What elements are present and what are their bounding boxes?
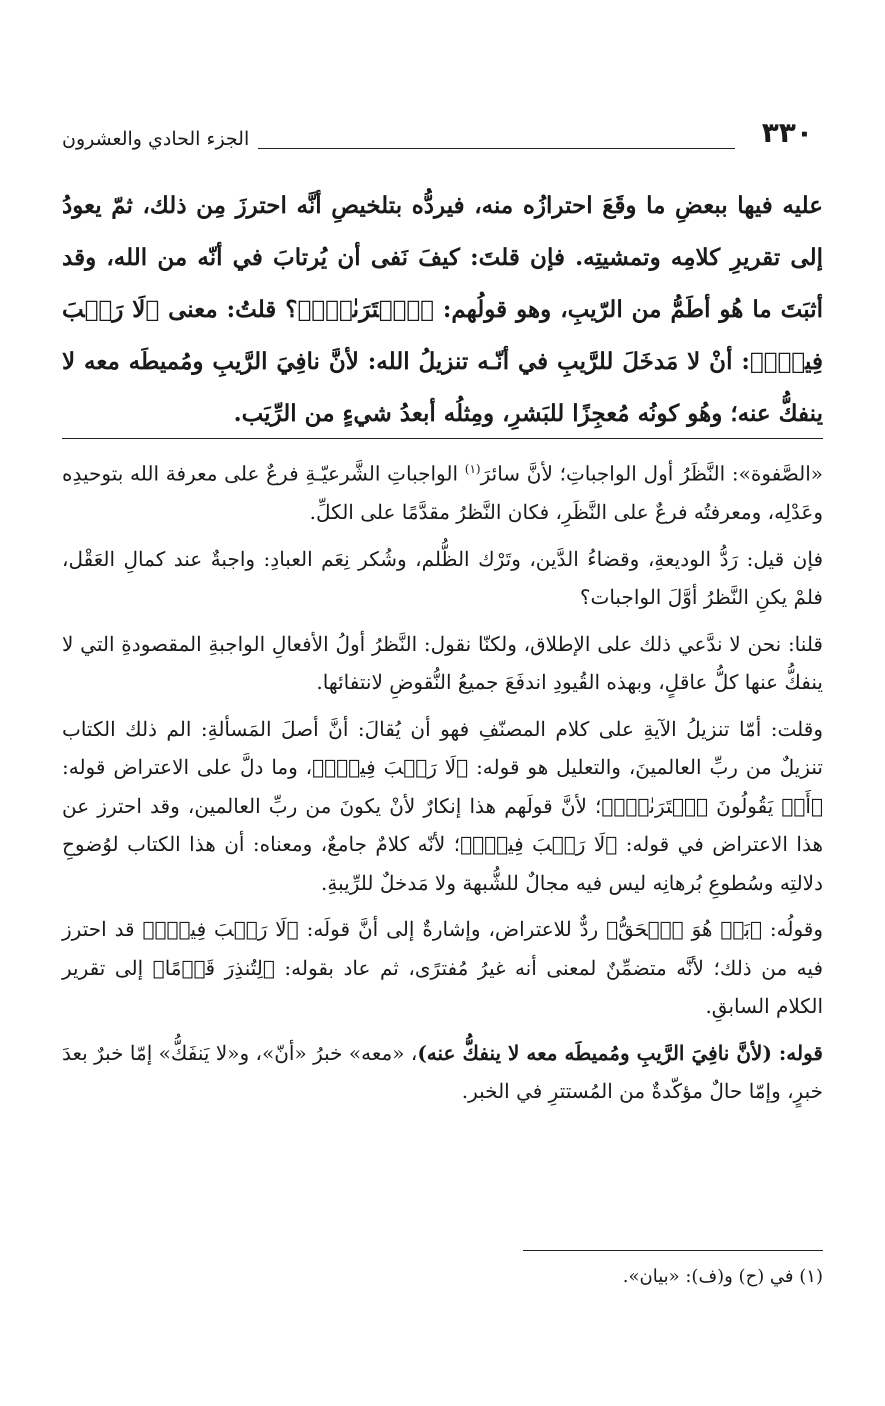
commentary-paragraph-4: وقلت: أمّا تنزيلُ الآيةِ على كلام المصنّفِ فهو أن يُقالَ: أنَّ أصلَ المَسألةِ: الم ذلك الكتاب تنزيلٌ من ربِّ العالمينَ، والتعليل هو قوله: ﴿لَا رَيۡبَ فِيهِۛ﴾، وما دلَّ على الاعتراض قوله: ﴿أَمۡ يَقُولُونَ ٱفۡتَرَىٰهُۚ﴾؛ لأنَّ قولَهم هذا إنكارٌ لأنْ يكونَ من ربِّ العالمين، وقد احترز عن هذا الاعتراض في قوله: ﴿لَا رَيۡبَ فِيهِۛ﴾؛ لأنّه كلامٌ جامعٌ، ومعناه: أن هذا الكتاب لوُضوحِ دلالتِه وسُطوعِ بُرهانِه ليس فيه مجالٌ للشُّبهة ولا مَدخلٌ للرِّيبةِ. [62,716,823,895]
commentary-paragraph-1 [62,450,823,532]
main-commentary-divider [62,438,823,439]
page-header [62,108,813,168]
main-text [62,180,823,440]
footnote-1: (١) في (ح) و(ف): «بيان». [622,1266,823,1287]
footnote-marker-1: (١) [464,462,481,476]
commentary-p1-text-a: «الصَّفوة»: النَّظَرُ أول الواجباتِ؛ لأنَّ سائرَ [480,461,823,486]
running-title: الجزء الحادي والعشرون [62,128,250,150]
footnote-rule [523,1250,823,1251]
footnotes [62,1262,823,1292]
commentary-paragraph-2: فإن قيل: رَدُّ الوديعةِ، وقضاءُ الدَّين، وتَرْك الظُّلم، وشُكر نِعَم العبادِ: واجبةٌ عند كمالِ العَقْل، فلمْ يكنِ النَّظرُ أوَّلَ الواجبات؟ [62,546,824,610]
commentary [62,450,823,1119]
header-rule [258,148,735,149]
commentary-p1-text-b: الواجباتِ الشَّرعيّـةِ فرعٌ على معرفة الله بتوحيدِه وعَدْلِه، ومعرفتُه فرعٌ على النَّظَرِ، فكان النَّظرُ مقدَّمًا على الكلِّ. [62,461,823,525]
commentary-paragraph-5: وقولُه: ﴿بَلۡ هُوَ ٱلۡحَقُّ﴾ ردٌّ للاعتراض، وإشارةٌ إلى أنَّ قولَه: ﴿لَا رَيۡبَ فِيهِۛ﴾ قد احترز فيه من ذلك؛ لأنَّه متضمِّنٌ لمعنى أنه غيرُ مُفترًى، ثم عاد بقوله: ﴿لِتُنذِرَ قَوۡمًا﴾ إلى تقرير الكلام السابقِ. [62,917,824,1019]
page-number: ٣٣٠ [761,116,813,149]
main-paragraph: عليه فيها ببعضِ ما وقَعَ احترازُه منه، فيردُّه بتلخيصِ أنَّه احترزَ مِن ذلك، ثمّ يعودُ إلى تقريرِ كلامِه وتمشيتِه. فإن قلتَ: كيفَ نَفى أن يُرتابَ في أنّه من الله، وقد أثبَتَ ما هُو أطَمُّ من الرّيبِ، وهو قولُهم: ﴿ٱفۡتَرَىٰهُۚ﴾؟ قلتُ: معنى ﴿لَا رَيۡبَ فِيهِۛ﴾: أنْ لا مَدخَلَ للرَّيبِ في أنّـه تنزيلُ الله: لأنَّ نافِيَ الرَّيبِ ومُميطَه معه لا ينفكُّ عنه؛ وهُو كونُه مُعجِزًا للبَشرِ، ومِثلُه أبعدُ شيءٍ من الرِّيَب. [62,192,823,427]
commentary-paragraph-6 [62,1034,823,1111]
commentary-paragraph-3: قلنا: نحن لا ندَّعي ذلك على الإطلاق، ولكنّا نقول: النَّظرُ أولُ الأفعالِ الواجبةِ المقصودةِ التي لا ينفكُّ عنها كلُّ عاقلٍ، وبهذه القُيودِ اندفَعَ جميعُ النُّقوضِ لانتفائها. [62,631,823,695]
commentary-p6-rest: ، «معه» خبرُ «أنّ»، و«لا يَنفَكُّ» إمّا خبرٌ بعدَ خبرٍ، وإمّا حالٌ مؤكّدةٌ من المُستترِ في الخبر. [62,1040,823,1104]
commentary-p6-lead: قوله: (لأنَّ نافِيَ الرَّيبِ ومُميطَه معه لا ينفكُّ عنه) [417,1040,823,1065]
